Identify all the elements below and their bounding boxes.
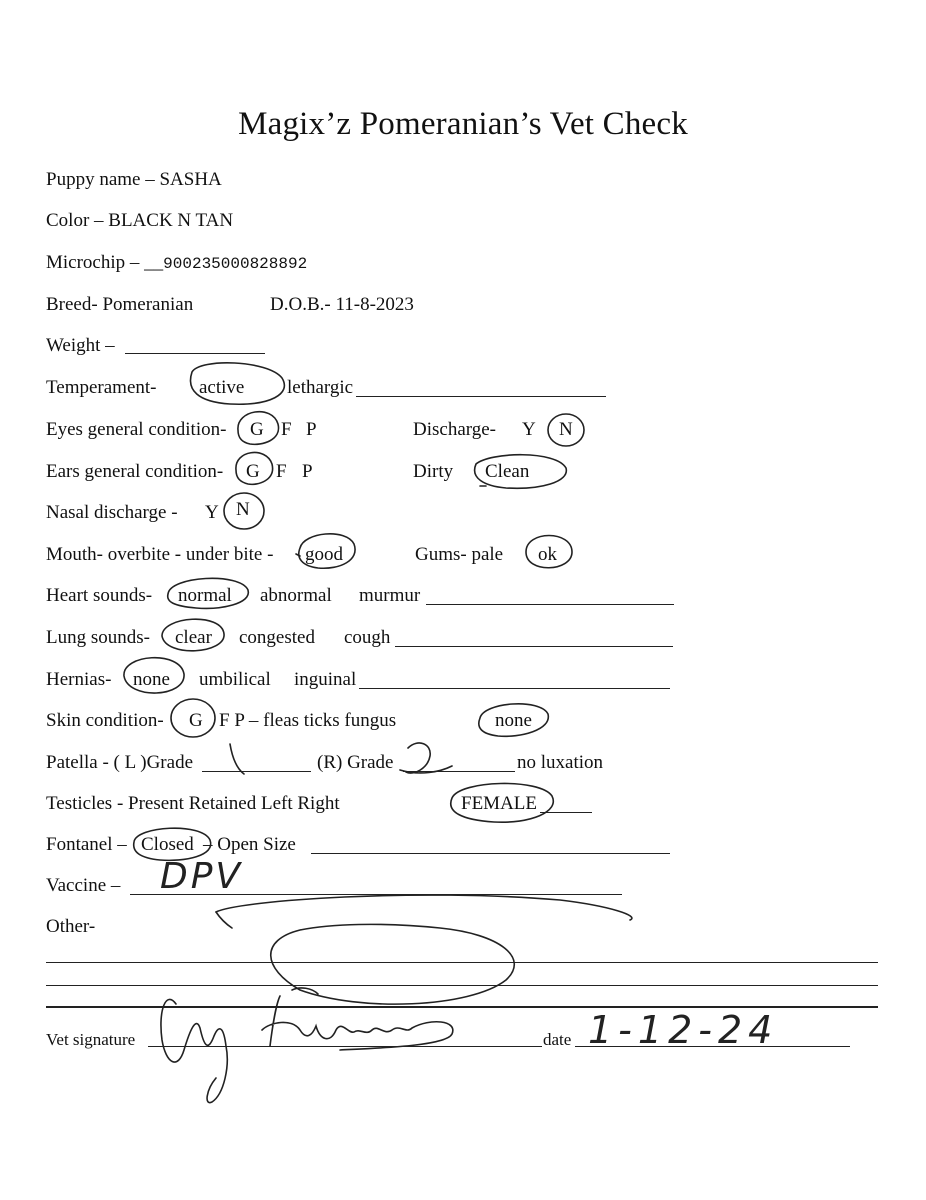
signature-mark — [262, 996, 453, 1050]
puppy-name-field: Puppy name – SASHA — [46, 169, 222, 190]
nasal-n: N — [236, 499, 250, 520]
discharge-n: N — [559, 419, 573, 440]
testicles-label: Testicles - Present Retained Left Right — [46, 793, 340, 814]
skin-none: none — [495, 710, 532, 731]
skin-label: Skin condition- — [46, 710, 164, 731]
gums-ok: ok — [538, 544, 557, 565]
page-title: Magix’z Pomeranian’s Vet Check — [238, 106, 688, 142]
temperament-underline — [356, 396, 606, 397]
heart-abnormal: abnormal — [260, 585, 332, 606]
nasal-y: Y — [205, 502, 219, 523]
fontanel-label: Fontanel – — [46, 834, 127, 855]
dob-field: D.O.B.- 11-8-2023 — [270, 294, 414, 315]
lung-clear: clear — [175, 627, 212, 648]
temperament-label: Temperament- — [46, 377, 157, 398]
testicles-female: FEMALE — [461, 793, 537, 814]
ears-g: G — [246, 461, 260, 482]
skin-g: G — [189, 710, 203, 731]
discharge-label: Discharge- — [413, 419, 497, 440]
other-label: Other- — [46, 916, 96, 937]
microchip-value: 900235000828892 — [163, 255, 308, 273]
other-rule-2 — [46, 985, 878, 986]
heart-label: Heart sounds- — [46, 585, 153, 606]
eyes-label: Eyes general condition- — [46, 419, 227, 440]
ears-p: P — [302, 461, 313, 482]
eyes-f: F — [281, 419, 292, 440]
vaccine-label: Vaccine – — [46, 875, 121, 896]
signature-mark — [161, 999, 227, 1102]
lung-cough: cough — [344, 627, 391, 648]
ears-label: Ears general condition- — [46, 461, 224, 482]
hernias-none: none — [133, 669, 170, 690]
heart-underline — [426, 604, 674, 605]
fontanel-closed: Closed — [141, 834, 194, 855]
vet-signature-underline — [148, 1046, 542, 1047]
lung-label: Lung sounds- — [46, 627, 150, 648]
lung-congested: congested — [239, 627, 315, 648]
patella-right-label: (R) Grade — [317, 752, 394, 773]
mouth-good: good — [305, 544, 343, 565]
nasal-label: Nasal discharge - — [46, 502, 178, 523]
skin-options: F P – fleas ticks fungus — [219, 710, 397, 731]
breed-field: Breed- Pomeranian — [46, 294, 194, 315]
hernias-underline — [359, 688, 670, 689]
color-field: Color – BLACK N TAN — [46, 210, 234, 231]
testicles-underline — [540, 812, 592, 813]
microchip-label: Microchip – __ — [46, 252, 164, 273]
fontanel-open-size: – Open Size — [203, 834, 296, 855]
ears-f: F — [276, 461, 287, 482]
ears-clean: Clean — [485, 461, 530, 482]
patella-right-underline — [403, 771, 515, 772]
patella-left-underline — [202, 771, 311, 772]
other-rule-1 — [46, 962, 878, 963]
discharge-y: Y — [522, 419, 536, 440]
temperament-active: active — [199, 377, 245, 398]
weight-underline — [125, 353, 265, 354]
date-handwritten: 1-12-24 — [588, 1008, 779, 1052]
gums-label: Gums- pale — [415, 544, 504, 565]
heart-murmur: murmur — [359, 585, 421, 606]
hernias-label: Hernias- — [46, 669, 112, 690]
lung-underline — [395, 646, 673, 647]
eyes-p: P — [306, 419, 317, 440]
patella-no-luxation: no luxation — [517, 752, 604, 773]
patella-label: Patella - ( L )Grade — [46, 752, 193, 773]
vet-signature-label: Vet signature — [46, 1030, 136, 1049]
hernias-umbilical: umbilical — [199, 669, 271, 690]
temperament-lethargic: lethargic — [287, 377, 354, 398]
hernias-inguinal: inguinal — [294, 669, 357, 690]
weight-field: Weight – — [46, 335, 115, 356]
mouth-label: Mouth- overbite - under bite - — [46, 544, 274, 565]
heart-normal: normal — [178, 585, 232, 606]
microchip-field — [46, 251, 307, 276]
vaccine-handwritten: DPV — [160, 856, 244, 897]
fontanel-underline — [311, 853, 670, 854]
eyes-g: G — [250, 419, 264, 440]
ears-dirty: Dirty — [413, 461, 454, 482]
date-label: date — [543, 1030, 572, 1049]
